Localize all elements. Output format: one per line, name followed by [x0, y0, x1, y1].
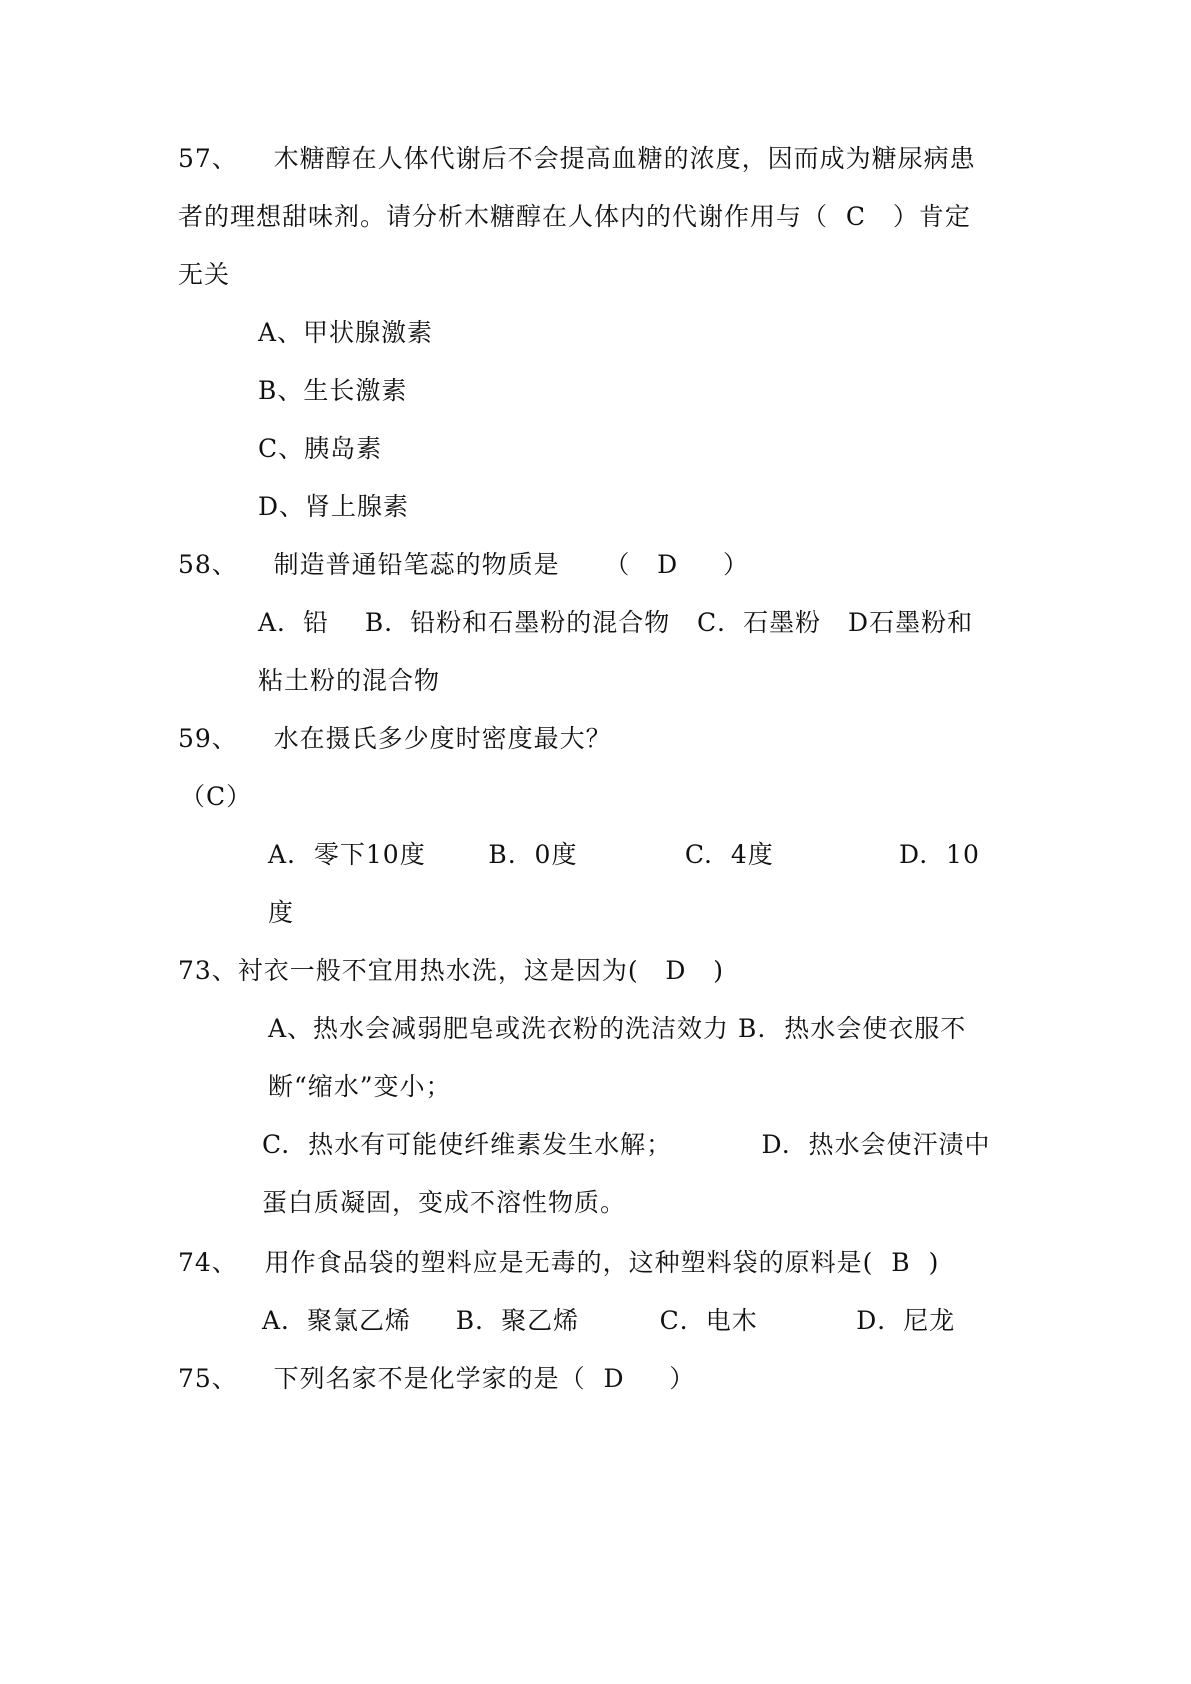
question-57-option-b: B、生长激素	[258, 376, 408, 405]
question-73-options-line-3: C. 热水有可能使纤维素发生水解； D. 热水会使汗渍中	[262, 1130, 991, 1159]
question-58-stem: 58、 制造普通铅笔蕊的物质是 （ D ）	[178, 550, 749, 579]
question-73-stem: 73、衬衣一般不宜用热水洗，这是因为( D )	[178, 956, 725, 985]
question-59-stem: 59、 水在摄氏多少度时密度最大？	[178, 724, 612, 753]
question-57-stem-line-1: 57、 木糖醇在人体代谢后不会提高血糖的浓度，因而成为糖尿病患	[178, 144, 976, 173]
question-59-answer: （C）	[180, 782, 253, 811]
question-73-options-line-1: A、热水会减弱肥皂或洗衣粉的洗洁效力 B. 热水会使衣服不	[268, 1014, 967, 1043]
question-59-options-line-2: 度	[268, 898, 295, 927]
question-74-stem: 74、 用作食品袋的塑料应是无毒的，这种塑料袋的原料是( B )	[178, 1248, 940, 1277]
question-57-stem-line-3: 无关	[178, 260, 231, 289]
question-74-options: A．聚氯乙烯 B．聚乙烯 C．电木 D．尼龙	[262, 1306, 956, 1335]
question-73-options-line-4: 蛋白质凝固，变成不溶性物质。	[262, 1188, 627, 1217]
question-57-option-a: A、甲状腺激素	[258, 318, 434, 347]
question-58-options-line-2: 粘土粉的混合物	[258, 666, 441, 695]
question-73-options-line-2: 断“缩水”变小；	[268, 1072, 452, 1101]
question-58-options-line-1: A．铅 B．铅粉和石墨粉的混合物 C．石墨粉 D石墨粉和	[258, 608, 974, 637]
question-57-option-c: C、胰岛素	[258, 434, 383, 463]
question-57-option-d: D、肾上腺素	[258, 492, 410, 521]
question-75-stem: 75、 下列名家不是化学家的是（ D ）	[178, 1364, 696, 1393]
question-59-options-line-1: A. 零下10度 B. 0度 C. 4度 D. 10	[268, 840, 980, 869]
question-57-stem-line-2: 者的理想甜味剂。请分析木糖醇在人体内的代谢作用与（ C ）肯定	[178, 202, 971, 231]
